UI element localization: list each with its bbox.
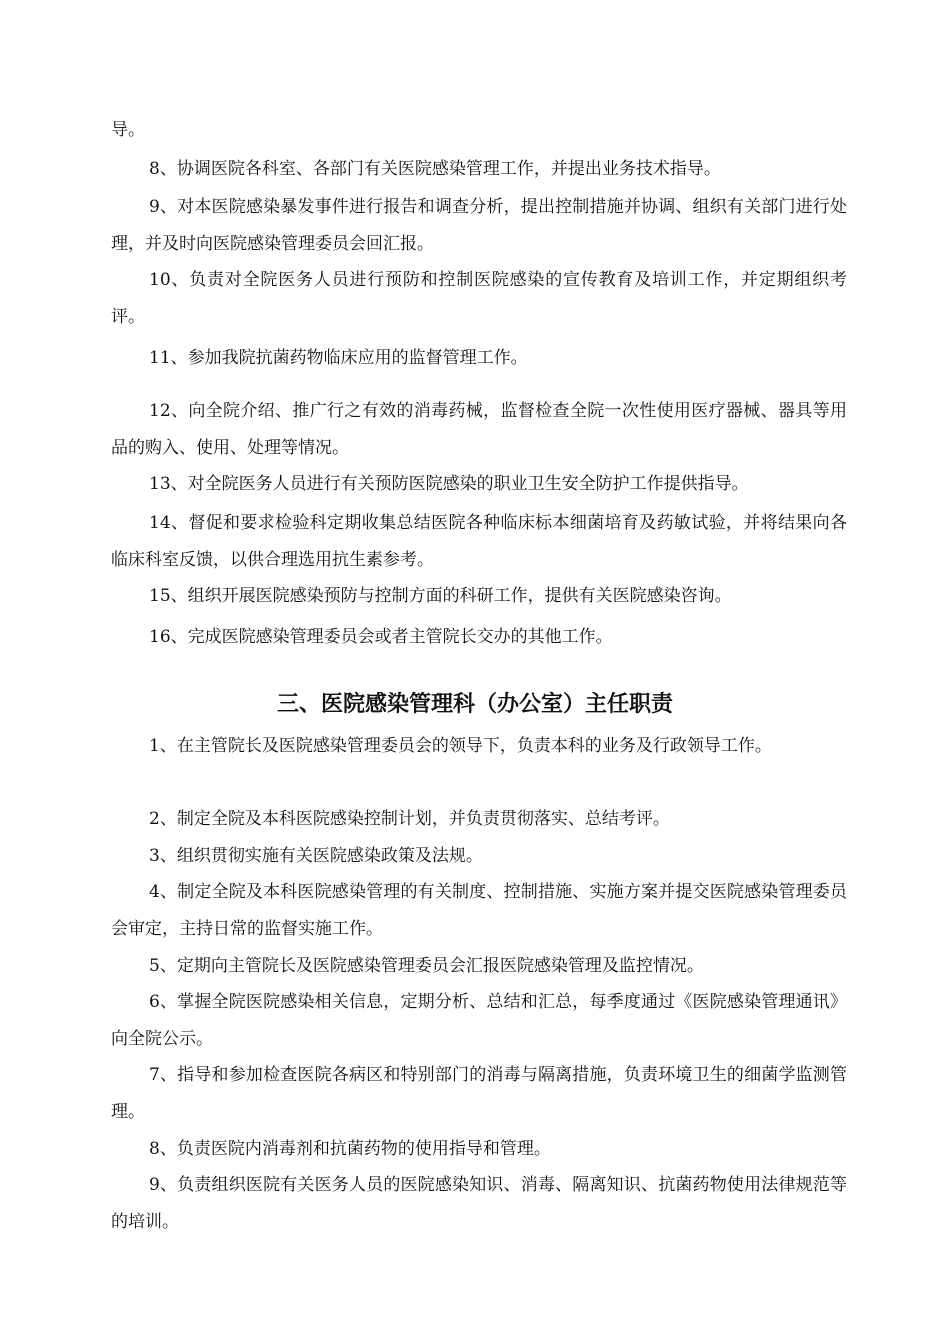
paragraph-item-13: 13、对全院医务人员进行有关预防医院感染的职业卫生安全防护工作提供指导。 xyxy=(149,474,749,494)
duty-item-1: 1、在主管院长及医院感染管理委员会的领导下，负责本科的业务及行政领导工作。 xyxy=(149,736,772,756)
duty-item-4: 4、制定全院及本科医院感染管理的有关制度、控制措施、实施方案并提交医院感染管理委员会审定，主持日常的监督实施工作。 xyxy=(111,882,847,939)
duty-item-3: 3、组织贯彻实施有关医院感染政策及法规。 xyxy=(149,846,483,866)
duty-item-9: 9、负责组织医院有关医务人员的医院感染知识、消毒、隔离知识、抗菌药物使用法律规范等的培训。 xyxy=(111,1175,847,1232)
paragraph-item-9: 9、对本医院感染暴发事件进行报告和调查分析，提出控制措施并协调、组织有关部门进行处理，并及时向医院感染管理委员会回汇报。 xyxy=(111,197,847,254)
paragraph-item-8: 8、协调医院各科室、各部门有关医院感染管理工作，并提出业务技术指导。 xyxy=(149,159,721,179)
paragraph-item-16: 16、完成医院感染管理委员会或者主管院长交办的其他工作。 xyxy=(149,627,613,647)
duty-item-6: 6、掌握全院医院感染相关信息，定期分析、总结和汇总，每季度通过《医院感染管理通讯》向全院公示。 xyxy=(111,992,847,1049)
paragraph-continuation: 导。 xyxy=(111,120,145,140)
paragraph-item-14: 14、督促和要求检验科定期收集总结医院各种临床标本细菌培育及药敏试验，并将结果向各临床科室反馈，以供合理选用抗生素参考。 xyxy=(111,513,847,570)
duty-item-7: 7、指导和参加检查医院各病区和特别部门的消毒与隔离措施，负责环境卫生的细菌学监测管理。 xyxy=(111,1065,847,1122)
paragraph-item-11: 11、参加我院抗菌药物临床应用的监督管理工作。 xyxy=(149,348,528,368)
paragraph-item-15: 15、组织开展医院感染预防与控制方面的科研工作，提供有关医院感染咨询。 xyxy=(149,586,732,606)
duty-item-5: 5、定期向主管院长及医院感染管理委员会汇报医院感染管理及监控情况。 xyxy=(149,956,704,976)
duty-item-8: 8、负责医院内消毒剂和抗菌药物的使用指导和管理。 xyxy=(149,1139,551,1159)
paragraph-item-10: 10、负责对全院医务人员进行预防和控制医院感染的宣传教育及培训工作，并定期组织考评。 xyxy=(111,270,847,327)
duty-item-2: 2、制定全院及本科医院感染控制计划，并负责贯彻落实、总结考评。 xyxy=(149,809,670,829)
section-heading: 三、医院感染管理科（办公室）主任职责 xyxy=(276,691,673,717)
paragraph-item-12: 12、向全院介绍、推广行之有效的消毒药械，监督检查全院一次性使用医疗器械、器具等用品的购入、使用、处理等情况。 xyxy=(111,401,847,458)
